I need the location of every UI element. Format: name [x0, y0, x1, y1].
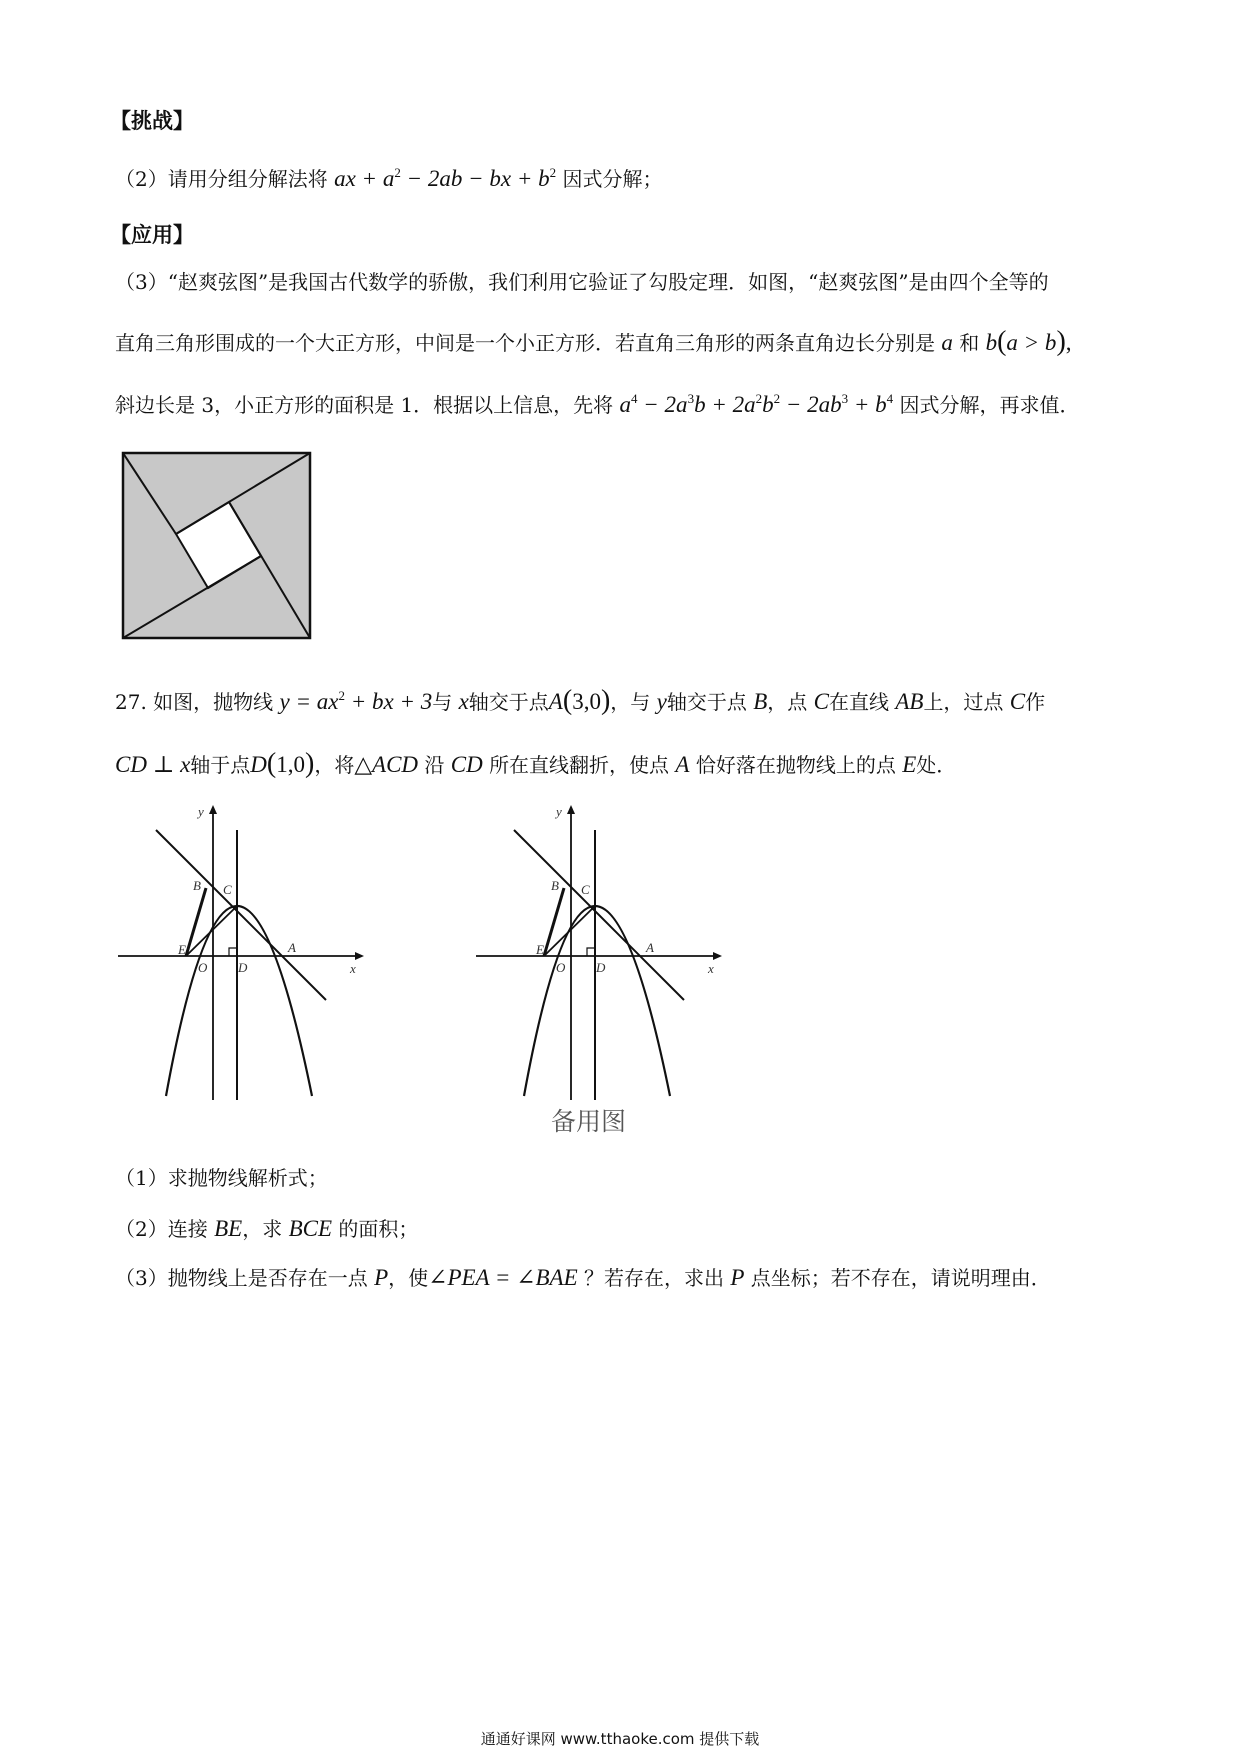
q3-line-3 [115, 392, 1080, 416]
y-axis-arrow [209, 805, 217, 814]
right-angle-mark [229, 948, 237, 956]
p27-text: ，使 [388, 1266, 429, 1290]
var-y: y [656, 689, 667, 714]
p27-text: （2）连接 [115, 1217, 208, 1241]
cd-perp-x: CD ⊥ x [115, 752, 191, 777]
var-B: B [753, 689, 768, 714]
q2-text-pre: （2）请用分组分解法将 [115, 167, 328, 191]
challenge-heading: 【挑战】 [110, 108, 194, 133]
parabola-figure-backup [468, 800, 728, 1100]
var-A: A [675, 752, 690, 777]
q3-var-a: a [941, 330, 953, 355]
p27-text: 恰好落在抛物线上的点 [695, 753, 896, 777]
x-axis-arrow [355, 952, 364, 960]
label-B: B [551, 878, 559, 893]
right-angle-mark [587, 948, 595, 956]
label-O: O [556, 960, 566, 975]
p27-text: 所在直线翻折，使点 [489, 753, 670, 777]
angle-equation: ∠PEA = ∠BAE [428, 1265, 578, 1290]
p27-text: ，点 [767, 690, 808, 714]
p27-sub-3 [115, 1266, 1051, 1289]
p27-text: 点坐标；若不存在，请说明理由． [750, 1266, 1051, 1290]
label-y: y [556, 804, 562, 819]
var-C: C [1009, 689, 1026, 714]
q3-expression: $a^4 - 2a^3b + 2a^2b^2 - 2ab^3 + b^4$ [619, 391, 894, 417]
label-E: E [178, 942, 186, 957]
var-C: C [813, 689, 829, 714]
p27-line-1 [115, 687, 1045, 715]
label-E: E [536, 942, 544, 957]
backup-figure-caption: 备用图 [551, 1107, 627, 1136]
parabola-equation: $y = ax^2$ + bx + 3 [279, 688, 433, 714]
q2-expression: ax + $a^2 - 2ab$ − bx + $b^2$ [334, 165, 557, 191]
p27-text: 轴交于点 [666, 690, 747, 714]
var-AB: AB [895, 689, 924, 714]
p27-sub-1: （1）求抛物线解析式； [115, 1166, 328, 1190]
triangle-ACD: △ACD [354, 752, 419, 777]
var-P: P [730, 1265, 745, 1290]
p27-text: 在直线 [828, 690, 889, 714]
point-D-coords: D(1,0) [250, 748, 315, 779]
var-E: E [902, 752, 917, 777]
var-x: x [458, 689, 469, 714]
p27-text: 轴交于点 [468, 690, 549, 714]
point-A-coords: A(3,0) [548, 685, 611, 716]
label-A: A [646, 940, 654, 955]
label-x: x [708, 961, 714, 976]
label-D: D [238, 960, 248, 975]
var-BE: BE [214, 1216, 243, 1241]
p27-text: 处． [916, 753, 957, 777]
var-BCE: BCE [288, 1216, 333, 1241]
p27-text: ，与 [610, 690, 651, 714]
p27-text: ，将 [314, 753, 355, 777]
challenge-question-2 [115, 166, 662, 190]
parabola-curve [524, 906, 670, 1096]
label-C: C [581, 882, 590, 897]
p27-sub-2 [115, 1217, 418, 1240]
label-A: A [288, 940, 296, 955]
p27-line-2 [115, 750, 956, 778]
p27-text: ？若存在，求出 [584, 1266, 724, 1290]
label-B: B [193, 878, 201, 893]
var-CD: CD [450, 752, 483, 777]
var-P: P [374, 1265, 389, 1290]
p27-text: 上，过点 [923, 690, 1004, 714]
q3-and: 和 [959, 331, 980, 355]
label-y: y [198, 804, 204, 819]
p27-text: 沿 [424, 753, 445, 777]
p27-text: 轴于点 [190, 753, 251, 777]
p27-text: 的面积； [338, 1217, 419, 1241]
parabola-curve [166, 906, 312, 1096]
y-axis-arrow [567, 805, 575, 814]
q3-line-3-text-post: 因式分解，再求值． [899, 393, 1080, 417]
q3-line-3-text-pre: 斜边长是 3，小正方形的面积是 1．根据以上信息，先将 [115, 393, 614, 417]
p27-text: 作 [1025, 690, 1046, 714]
q3-line-2-text: 直角三角形围成的一个大正方形，中间是一个小正方形．若直角三角形的两条直角边长分别是 [115, 331, 935, 355]
parabola-figure [110, 800, 370, 1100]
label-O: O [198, 960, 208, 975]
q3-var-b-condition: b(a > b), [985, 326, 1072, 357]
q2-text-post: 因式分解； [562, 167, 663, 191]
page-footer: 通通好课网 www.tthaoke.com 提供下载 [480, 1730, 760, 1748]
label-x: x [350, 961, 356, 976]
q3-line-2 [115, 328, 1072, 356]
application-heading: 【应用】 [110, 222, 194, 247]
label-C: C [223, 882, 232, 897]
p27-text: 27. 如图，抛物线 [115, 690, 274, 714]
x-axis-arrow [713, 952, 722, 960]
p27-text: ，求 [242, 1217, 283, 1241]
label-D: D [596, 960, 606, 975]
p27-text: 与 [432, 690, 453, 714]
p27-text: （3）抛物线上是否存在一点 [115, 1266, 368, 1290]
q3-line-1: （3）“赵爽弦图”是我国古代数学的骄傲，我们利用它验证了勾股定理．如图，“赵爽弦图”是由四个全等的 [115, 270, 1049, 294]
zhao-shuang-diagram [120, 450, 315, 642]
